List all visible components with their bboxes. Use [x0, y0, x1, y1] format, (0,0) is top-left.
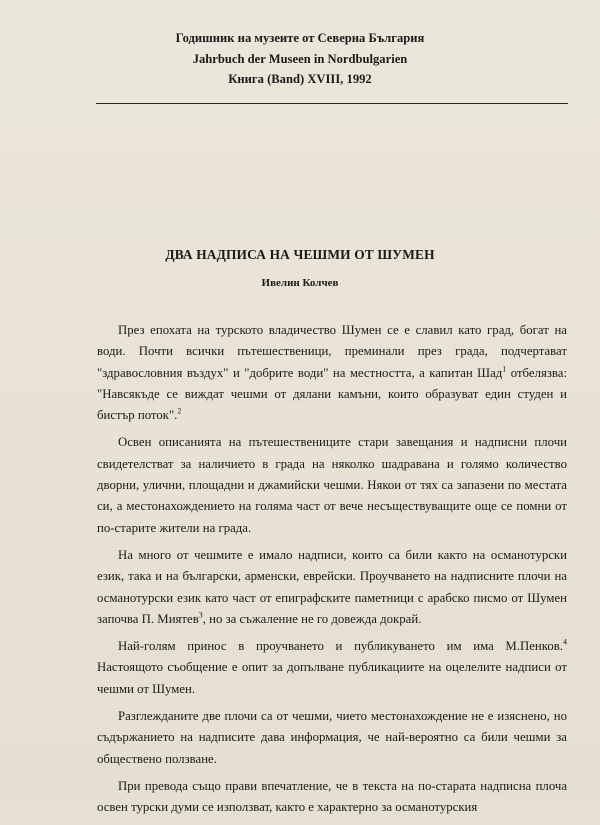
journal-header — [0, 28, 600, 90]
footnote-ref-2: 2 — [177, 406, 182, 416]
footnote-ref-4: 4 — [563, 637, 567, 647]
paragraph-3-text-b: , но за съжаление не го довежда докрай. — [202, 611, 422, 626]
paragraph-1 — [97, 320, 567, 426]
journal-title-german: Jahrbuch der Museen in Nordbulgarien — [192, 51, 408, 66]
paragraph-3-text-a: На много от чешмите е имало надписи, които са били както на османотурски език, така и на български, арменски, еврейски. Проучването на надписните плочи на османотурски език като част от епиграфските паметници с арабско писмо от Шумен започва П. Миятев — [97, 547, 567, 626]
header-divider — [96, 103, 568, 104]
paragraph-4-text-a: Най-голям принос в проучването и публикуването им има М.Пенков. — [118, 639, 563, 654]
footnote-ref-1: 1 — [502, 364, 507, 374]
journal-volume: Книга (Band) XVIII, 1992 — [228, 72, 372, 86]
article-author: Ивелин Колчев — [261, 277, 339, 289]
article-body — [97, 320, 567, 825]
paragraph-2: Освен описанията на пътешествениците стари завещания и надписни плочи свидетелстват за наличието в града на няколко шадравана и голямо количество дворни, улични, площадни и джамийски чешми. Някои от тях са запазени по местата си, а местонахождението на голяма част от вече несъществуващите още се помни от по-старите жители на града. — [97, 435, 567, 535]
paragraph-4-text-b: Настоящото съобщение е опит за допълване публикациите на оцелелите надписи от чешми от Шумен. — [97, 660, 567, 696]
paragraph-1-text-a: През епохата на турското владичество Шумен се е славил като град, богат на води. Почти всички пътешественици, преминали през града, подчертават "здравословния въздух" и "добрите води" на местността, а капитан Шад — [97, 323, 567, 380]
article-title: ДВА НАДПИСА НА ЧЕШМИ ОТ ШУМЕН — [165, 247, 435, 262]
paragraph-5: Разглежданите две плочи са от чешми, чието местонахождение не е изяснено, но съдържанието на надписите дава информация, че най-вероятно са били чешми за обществено ползване. — [97, 709, 567, 766]
journal-title-bulgarian: Годишник на музеите от Северна България — [175, 31, 425, 45]
footnote-ref-3: 3 — [198, 610, 203, 620]
paragraph-4 — [97, 636, 567, 700]
paragraph-6: При превода също прави впечатление, че в текста на по-старата надписна плоча освен турски думи се използват, както е характерно за османотурския — [97, 778, 567, 815]
paragraph-3 — [97, 545, 567, 630]
paragraph-1-text-b: отбелязва: "Навсякъде се виждат чешми от дялани камъни, които образуват един студен и бистър поток". — [97, 365, 567, 423]
